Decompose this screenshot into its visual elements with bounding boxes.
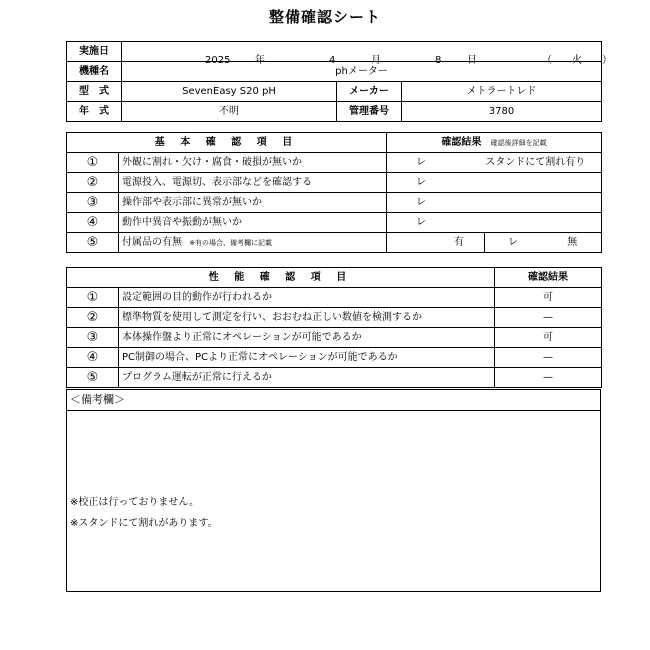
row-text: 操作部や表示部に異常が無いか [119, 193, 387, 213]
accessory-yes [387, 233, 485, 253]
row-text: 動作中異音や振動が無いか [119, 213, 387, 233]
year-row [67, 102, 602, 122]
row-number: ② [67, 173, 119, 193]
accessory-no-label: 無 [567, 237, 578, 248]
row-number: ⑤ [67, 233, 119, 253]
basic-check-table [66, 132, 602, 253]
row-number: ① [67, 153, 119, 173]
name-label: 機種名 [67, 62, 122, 82]
table-row [67, 213, 602, 233]
row-number: ③ [67, 193, 119, 213]
accessory-no [485, 233, 602, 253]
year-value-cell: 不明 [122, 102, 337, 122]
remarks-note: ※スタンドにて割れがあります。 [70, 518, 218, 529]
check-mark: レ [416, 217, 427, 228]
basic-result-note: 確認後詳細を記載 [490, 138, 547, 147]
row-number: ⑤ [67, 368, 119, 388]
mgmt-label: 管理番号 [337, 102, 402, 122]
maker-value: メトラートレド [402, 82, 602, 102]
year-value: 2025 [205, 54, 231, 66]
row-text: 電源投入、電源切、表示部などを確認する [119, 173, 387, 193]
day-unit: 日 [467, 54, 477, 66]
perf-header: 性 能 確 認 項 目 [67, 268, 495, 288]
accessory-text: 付属品の有無 [122, 236, 182, 248]
year-unit: 年 [255, 54, 265, 66]
weekday-value: （ 火 ） [542, 54, 612, 66]
basic-header: 基 本 確 認 項 目 [67, 133, 387, 153]
row-result: — [495, 368, 602, 388]
table-row [67, 153, 602, 173]
basic-result-header [387, 133, 602, 153]
row-number: ③ [67, 328, 119, 348]
table-row [67, 173, 602, 193]
remarks-note: ※校正は行っておりません。 [70, 497, 199, 508]
month-value: 4 [329, 54, 336, 66]
check-mark: レ [508, 237, 519, 248]
mgmt-value: 3780 [402, 102, 602, 122]
row-result: 可 [495, 288, 602, 308]
row-text: プログラム運転が正常に行えるか [119, 368, 495, 388]
info-table [66, 41, 612, 122]
maker-label: メーカー [337, 82, 402, 102]
table-row [67, 368, 602, 388]
model-value: SevenEasy S20 pH [122, 82, 337, 102]
model-row [67, 82, 602, 102]
table-row [67, 328, 602, 348]
date-label: 実施日 [67, 42, 122, 62]
row-number: ④ [67, 348, 119, 368]
basic-header-row [67, 133, 602, 153]
perf-result-header: 確認結果 [495, 268, 602, 288]
table-row [67, 288, 602, 308]
row-text: 本体操作盤より正常にオペレーションが可能であるか [119, 328, 495, 348]
row-number: ② [67, 308, 119, 328]
page-title: 整備確認シート [268, 8, 381, 26]
performance-check-table [66, 267, 602, 388]
row-text: 設定範囲の目的動作が行われるか [119, 288, 495, 308]
date-row [67, 42, 602, 62]
row-text: 標準物質を使用して測定を行い、おおむね正しい数値を検測するか [119, 308, 495, 328]
remarks-box [66, 389, 601, 592]
perf-header-row [67, 268, 602, 288]
check-mark: レ [416, 177, 427, 188]
basic-result-title: 確認結果 [441, 136, 482, 148]
date-value [122, 42, 612, 66]
row-text: PC制御の場合、PCより正常にオペレーションが可能であるか [119, 348, 495, 368]
row-result [387, 173, 602, 193]
table-row [67, 193, 602, 213]
row-number: ④ [67, 213, 119, 233]
table-row [67, 348, 602, 368]
row-result: — [495, 308, 602, 328]
accessory-yes-label: 有 [454, 237, 465, 248]
table-row [67, 308, 602, 328]
row-result [387, 153, 602, 173]
year-label: 年 式 [67, 102, 122, 122]
row-text [119, 233, 387, 253]
row-text: 外観に割れ・欠け・腐食・破損が無いか [119, 153, 387, 173]
month-unit: 月 [371, 54, 381, 66]
row-number: ① [67, 288, 119, 308]
accessory-row [67, 233, 602, 253]
accessory-note: ※有の場合、備考欄に記載 [189, 238, 273, 247]
row-result [387, 213, 602, 233]
row-detail: スタンドにて割れ有り [485, 157, 586, 168]
row-result: 可 [495, 328, 602, 348]
model-label: 型 式 [67, 82, 122, 102]
row-result: — [495, 348, 602, 368]
day-value: 8 [435, 54, 442, 66]
check-mark: レ [416, 197, 427, 208]
name-value: phメーター [122, 62, 602, 82]
row-result [387, 193, 602, 213]
remarks-header: ＜備考欄＞ [67, 390, 600, 411]
check-mark: レ [416, 157, 427, 168]
